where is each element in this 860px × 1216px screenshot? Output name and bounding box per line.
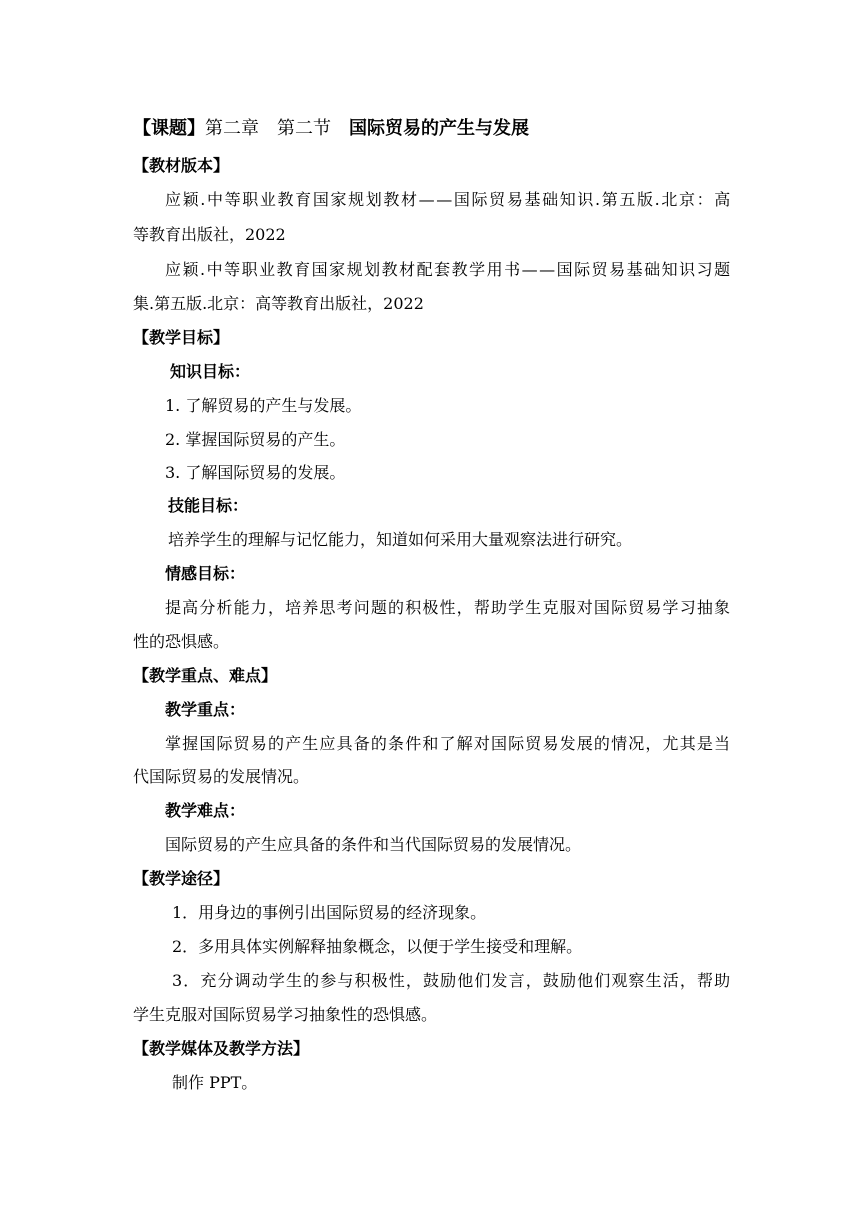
approach-heading: 【教学途径】 xyxy=(133,869,230,888)
hard-point-text: 国际贸易的产生应具备的条件和当代国际贸易的发展情况。 xyxy=(165,835,582,854)
goals-heading: 【教学目标】 xyxy=(133,328,230,347)
key-point-line1: 掌握国际贸易的产生应具备的条件和了解对国际贸易发展的情况，尤其是当 xyxy=(165,734,732,753)
title-section: 第二章 第二节 xyxy=(205,118,349,139)
title-topic: 国际贸易的产生与发展 xyxy=(349,118,529,139)
knowledge-item: 2. 掌握国际贸易的产生。 xyxy=(165,430,346,449)
focus-heading: 【教学重点、难点】 xyxy=(133,666,278,685)
key-point-label: 教学重点： xyxy=(165,700,246,719)
media-heading: 【教学媒体及教学方法】 xyxy=(133,1039,310,1058)
skill-goal-label: 技能目标： xyxy=(168,496,249,515)
textbook-heading: 【教材版本】 xyxy=(133,156,230,175)
approach-item: 2．多用具体实例解释抽象概念，以便于学生接受和理解。 xyxy=(172,937,583,956)
textbook-ref1-line2: 等教育出版社，2022 xyxy=(133,225,286,244)
emotion-goal-label: 情感目标： xyxy=(165,564,246,583)
knowledge-item: 1. 了解贸易的产生与发展。 xyxy=(165,396,362,415)
media-text: 制作 PPT。 xyxy=(172,1073,258,1092)
textbook-ref2-line1: 应颖.中等职业教育国家规划教材配套教学用书——国际贸易基础知识习题 xyxy=(165,260,732,279)
textbook-ref1-line1: 应颖.中等职业教育国家规划教材——国际贸易基础知识.第五版.北京：高 xyxy=(165,190,732,209)
key-point-line2: 代国际贸易的发展情况。 xyxy=(133,767,310,786)
hard-point-label: 教学难点： xyxy=(165,801,246,820)
approach-item3-line1: 3．充分调动学生的参与积极性，鼓励他们发言，鼓励他们观察生活，帮助 xyxy=(172,971,732,990)
emotion-goal-line2: 性的恐惧感。 xyxy=(133,632,230,651)
title-bracket: 【课题】 xyxy=(133,118,205,139)
knowledge-goal-label: 知识目标： xyxy=(170,362,251,381)
approach-item3-line2: 学生克服对国际贸易学习抽象性的恐惧感。 xyxy=(133,1005,438,1024)
lesson-title xyxy=(133,118,529,140)
skill-goal-text: 培养学生的理解与记忆能力，知道如何采用大量观察法进行研究。 xyxy=(168,530,633,549)
textbook-ref2-line2: 集.第五版.北京：高等教育出版社，2022 xyxy=(133,294,424,313)
knowledge-item: 3. 了解国际贸易的发展。 xyxy=(165,463,346,482)
emotion-goal-line1: 提高分析能力，培养思考问题的积极性，帮助学生克服对国际贸易学习抽象 xyxy=(165,598,732,617)
approach-item: 1．用身边的事例引出国际贸易的经济现象。 xyxy=(172,903,487,922)
